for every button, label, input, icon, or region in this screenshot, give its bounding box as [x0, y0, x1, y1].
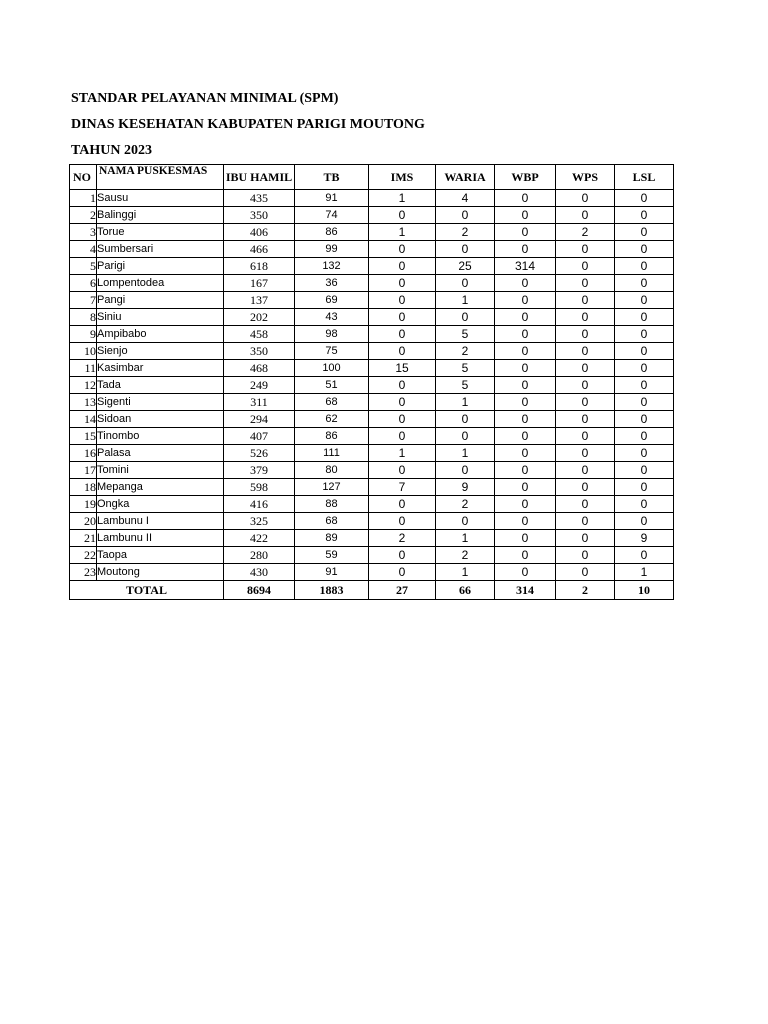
row-wps: 0	[556, 479, 615, 496]
row-no: 9	[70, 326, 97, 343]
row-wps: 0	[556, 445, 615, 462]
row-wbp: 0	[495, 360, 556, 377]
row-lsl: 9	[615, 530, 674, 547]
row-tb: 91	[295, 564, 369, 581]
row-waria: 0	[436, 462, 495, 479]
row-tb: 43	[295, 309, 369, 326]
row-ims: 0	[369, 275, 436, 292]
row-wps: 0	[556, 428, 615, 445]
row-wbp: 0	[495, 428, 556, 445]
total-lsl: 10	[615, 581, 674, 600]
row-nama-puskesmas: Torue	[97, 224, 224, 241]
table-row	[70, 377, 674, 394]
row-waria: 0	[436, 241, 495, 258]
table-row	[70, 224, 674, 241]
row-ibu-hamil: 430	[224, 564, 295, 581]
row-ims: 0	[369, 343, 436, 360]
row-wps: 0	[556, 207, 615, 224]
table-row	[70, 479, 674, 496]
row-nama-puskesmas: Siniu	[97, 309, 224, 326]
row-waria: 2	[436, 496, 495, 513]
row-nama-puskesmas: Balinggi	[97, 207, 224, 224]
total-row	[70, 581, 674, 600]
row-nama-puskesmas: Lompentodea	[97, 275, 224, 292]
row-no: 1	[70, 190, 97, 207]
row-tb: 68	[295, 394, 369, 411]
header-tb: TB	[295, 165, 369, 190]
row-wbp: 0	[495, 326, 556, 343]
row-waria: 0	[436, 513, 495, 530]
row-wps: 0	[556, 190, 615, 207]
row-ibu-hamil: 458	[224, 326, 295, 343]
row-wps: 0	[556, 309, 615, 326]
row-lsl: 0	[615, 360, 674, 377]
row-wbp: 314	[495, 258, 556, 275]
row-no: 2	[70, 207, 97, 224]
row-waria: 0	[436, 309, 495, 326]
header-ims: IMS	[369, 165, 436, 190]
row-wps: 0	[556, 564, 615, 581]
table-row	[70, 190, 674, 207]
row-waria: 1	[436, 564, 495, 581]
row-no: 8	[70, 309, 97, 326]
row-waria: 5	[436, 360, 495, 377]
title-line-1: STANDAR PELAYANAN MINIMAL (SPM)	[71, 91, 339, 106]
row-wbp: 0	[495, 241, 556, 258]
total-ibu-hamil: 8694	[224, 581, 295, 600]
row-ibu-hamil: 137	[224, 292, 295, 309]
row-waria: 2	[436, 547, 495, 564]
row-wps: 0	[556, 411, 615, 428]
table-row	[70, 496, 674, 513]
row-nama-puskesmas: Sidoan	[97, 411, 224, 428]
row-no: 14	[70, 411, 97, 428]
header-wps: WPS	[556, 165, 615, 190]
row-wbp: 0	[495, 292, 556, 309]
row-wbp: 0	[495, 462, 556, 479]
row-tb: 75	[295, 343, 369, 360]
row-wps: 0	[556, 241, 615, 258]
row-wbp: 0	[495, 377, 556, 394]
row-lsl: 0	[615, 275, 674, 292]
row-ims: 0	[369, 207, 436, 224]
row-waria: 5	[436, 326, 495, 343]
row-ibu-hamil: 406	[224, 224, 295, 241]
row-nama-puskesmas: Pangi	[97, 292, 224, 309]
row-lsl: 0	[615, 241, 674, 258]
row-no: 6	[70, 275, 97, 292]
row-no: 11	[70, 360, 97, 377]
row-waria: 0	[436, 207, 495, 224]
row-ims: 0	[369, 292, 436, 309]
row-lsl: 0	[615, 292, 674, 309]
row-tb: 59	[295, 547, 369, 564]
total-tb: 1883	[295, 581, 369, 600]
row-lsl: 0	[615, 377, 674, 394]
row-ims: 0	[369, 258, 436, 275]
table-row	[70, 445, 674, 462]
row-ibu-hamil: 598	[224, 479, 295, 496]
table-row	[70, 394, 674, 411]
table-header-row	[70, 165, 674, 190]
row-wbp: 0	[495, 513, 556, 530]
row-waria: 4	[436, 190, 495, 207]
row-no: 3	[70, 224, 97, 241]
row-wbp: 0	[495, 411, 556, 428]
row-wps: 0	[556, 496, 615, 513]
row-wbp: 0	[495, 343, 556, 360]
row-ims: 0	[369, 394, 436, 411]
row-tb: 62	[295, 411, 369, 428]
row-ims: 1	[369, 190, 436, 207]
row-wps: 0	[556, 292, 615, 309]
row-tb: 91	[295, 190, 369, 207]
row-ims: 0	[369, 411, 436, 428]
row-tb: 132	[295, 258, 369, 275]
row-wbp: 0	[495, 207, 556, 224]
row-lsl: 0	[615, 547, 674, 564]
row-ims: 0	[369, 513, 436, 530]
row-ibu-hamil: 350	[224, 343, 295, 360]
row-no: 10	[70, 343, 97, 360]
row-ibu-hamil: 294	[224, 411, 295, 428]
table-row	[70, 547, 674, 564]
table-row	[70, 292, 674, 309]
title-line-3: TAHUN 2023	[71, 143, 153, 158]
row-ims: 0	[369, 547, 436, 564]
row-nama-puskesmas: Sumbersari	[97, 241, 224, 258]
row-wps: 0	[556, 275, 615, 292]
row-ibu-hamil: 311	[224, 394, 295, 411]
row-wps: 0	[556, 513, 615, 530]
row-lsl: 0	[615, 258, 674, 275]
row-ims: 0	[369, 428, 436, 445]
row-waria: 2	[436, 224, 495, 241]
row-wps: 0	[556, 394, 615, 411]
row-ims: 2	[369, 530, 436, 547]
header-lsl: LSL	[615, 165, 674, 190]
row-no: 17	[70, 462, 97, 479]
row-ims: 0	[369, 241, 436, 258]
row-lsl: 0	[615, 343, 674, 360]
row-lsl: 0	[615, 496, 674, 513]
row-wbp: 0	[495, 564, 556, 581]
row-nama-puskesmas: Tomini	[97, 462, 224, 479]
row-wps: 0	[556, 360, 615, 377]
row-waria: 25	[436, 258, 495, 275]
row-ibu-hamil: 202	[224, 309, 295, 326]
row-nama-puskesmas: Taopa	[97, 547, 224, 564]
table-row	[70, 258, 674, 275]
row-wbp: 0	[495, 224, 556, 241]
row-waria: 5	[436, 377, 495, 394]
table-row	[70, 428, 674, 445]
row-nama-puskesmas: Lambunu I	[97, 513, 224, 530]
row-lsl: 0	[615, 326, 674, 343]
row-ibu-hamil: 468	[224, 360, 295, 377]
row-lsl: 1	[615, 564, 674, 581]
table-row	[70, 326, 674, 343]
row-lsl: 0	[615, 309, 674, 326]
row-no: 5	[70, 258, 97, 275]
row-no: 15	[70, 428, 97, 445]
row-ims: 0	[369, 309, 436, 326]
row-tb: 127	[295, 479, 369, 496]
row-no: 4	[70, 241, 97, 258]
row-nama-puskesmas: Mepanga	[97, 479, 224, 496]
row-wps: 0	[556, 343, 615, 360]
table-row	[70, 360, 674, 377]
row-no: 19	[70, 496, 97, 513]
row-lsl: 0	[615, 479, 674, 496]
header-nama-puskesmas: NAMA PUSKESMAS	[97, 165, 224, 190]
row-nama-puskesmas: Parigi	[97, 258, 224, 275]
row-tb: 99	[295, 241, 369, 258]
table-row	[70, 241, 674, 258]
row-nama-puskesmas: Tada	[97, 377, 224, 394]
row-wbp: 0	[495, 275, 556, 292]
row-ibu-hamil: 325	[224, 513, 295, 530]
row-wps: 0	[556, 258, 615, 275]
row-nama-puskesmas: Sigenti	[97, 394, 224, 411]
row-nama-puskesmas: Ongka	[97, 496, 224, 513]
row-ims: 15	[369, 360, 436, 377]
row-ibu-hamil: 280	[224, 547, 295, 564]
header-waria: WARIA	[436, 165, 495, 190]
row-lsl: 0	[615, 190, 674, 207]
row-tb: 86	[295, 428, 369, 445]
row-wps: 2	[556, 224, 615, 241]
total-wbp: 314	[495, 581, 556, 600]
row-wbp: 0	[495, 309, 556, 326]
row-lsl: 0	[615, 513, 674, 530]
row-ims: 0	[369, 496, 436, 513]
row-wps: 0	[556, 530, 615, 547]
row-nama-puskesmas: Tinombo	[97, 428, 224, 445]
row-ibu-hamil: 167	[224, 275, 295, 292]
row-tb: 80	[295, 462, 369, 479]
row-no: 13	[70, 394, 97, 411]
row-ims: 1	[369, 445, 436, 462]
row-wbp: 0	[495, 530, 556, 547]
row-no: 23	[70, 564, 97, 581]
header-no: NO	[70, 165, 97, 190]
row-ims: 0	[369, 564, 436, 581]
row-waria: 2	[436, 343, 495, 360]
row-no: 18	[70, 479, 97, 496]
row-ims: 0	[369, 462, 436, 479]
row-nama-puskesmas: Sausu	[97, 190, 224, 207]
row-no: 16	[70, 445, 97, 462]
row-lsl: 0	[615, 207, 674, 224]
header-wbp: WBP	[495, 165, 556, 190]
row-ibu-hamil: 618	[224, 258, 295, 275]
row-tb: 89	[295, 530, 369, 547]
row-tb: 86	[295, 224, 369, 241]
table-row	[70, 530, 674, 547]
row-tb: 100	[295, 360, 369, 377]
row-ibu-hamil: 407	[224, 428, 295, 445]
row-wbp: 0	[495, 496, 556, 513]
row-ibu-hamil: 526	[224, 445, 295, 462]
row-wbp: 0	[495, 445, 556, 462]
row-no: 20	[70, 513, 97, 530]
total-wps: 2	[556, 581, 615, 600]
row-wps: 0	[556, 326, 615, 343]
table-row	[70, 207, 674, 224]
row-wbp: 0	[495, 190, 556, 207]
row-ibu-hamil: 249	[224, 377, 295, 394]
row-nama-puskesmas: Moutong	[97, 564, 224, 581]
row-lsl: 0	[615, 394, 674, 411]
row-ibu-hamil: 350	[224, 207, 295, 224]
document-title-block	[71, 92, 425, 170]
row-ibu-hamil: 422	[224, 530, 295, 547]
row-wbp: 0	[495, 394, 556, 411]
row-wbp: 0	[495, 547, 556, 564]
row-tb: 69	[295, 292, 369, 309]
row-wps: 0	[556, 547, 615, 564]
row-waria: 9	[436, 479, 495, 496]
row-nama-puskesmas: Ampibabo	[97, 326, 224, 343]
title-line-2: DINAS KESEHATAN KABUPATEN PARIGI MOUTONG	[71, 117, 425, 132]
table-row	[70, 564, 674, 581]
row-lsl: 0	[615, 411, 674, 428]
row-wbp: 0	[495, 479, 556, 496]
row-lsl: 0	[615, 428, 674, 445]
row-no: 12	[70, 377, 97, 394]
row-ims: 7	[369, 479, 436, 496]
table-row	[70, 343, 674, 360]
row-ims: 0	[369, 326, 436, 343]
row-waria: 1	[436, 292, 495, 309]
row-no: 22	[70, 547, 97, 564]
row-wps: 0	[556, 377, 615, 394]
total-waria: 66	[436, 581, 495, 600]
row-lsl: 0	[615, 462, 674, 479]
table-row	[70, 462, 674, 479]
header-ibu-hamil: IBU HAMIL	[224, 165, 295, 190]
total-ims: 27	[369, 581, 436, 600]
row-nama-puskesmas: Palasa	[97, 445, 224, 462]
row-waria: 1	[436, 445, 495, 462]
row-waria: 0	[436, 275, 495, 292]
total-label: TOTAL	[70, 581, 224, 600]
row-ibu-hamil: 379	[224, 462, 295, 479]
row-tb: 68	[295, 513, 369, 530]
row-nama-puskesmas: Sienjo	[97, 343, 224, 360]
row-tb: 74	[295, 207, 369, 224]
row-wps: 0	[556, 462, 615, 479]
row-ibu-hamil: 466	[224, 241, 295, 258]
table-row	[70, 275, 674, 292]
row-no: 21	[70, 530, 97, 547]
row-waria: 0	[436, 411, 495, 428]
row-ims: 0	[369, 377, 436, 394]
table-row	[70, 411, 674, 428]
row-tb: 111	[295, 445, 369, 462]
row-waria: 1	[436, 530, 495, 547]
row-lsl: 0	[615, 445, 674, 462]
row-tb: 88	[295, 496, 369, 513]
row-tb: 98	[295, 326, 369, 343]
row-nama-puskesmas: Lambunu II	[97, 530, 224, 547]
table-body	[70, 190, 674, 581]
row-waria: 0	[436, 428, 495, 445]
row-nama-puskesmas: Kasimbar	[97, 360, 224, 377]
row-lsl: 0	[615, 224, 674, 241]
table-row	[70, 309, 674, 326]
table-row	[70, 513, 674, 530]
row-waria: 1	[436, 394, 495, 411]
row-no: 7	[70, 292, 97, 309]
row-ibu-hamil: 435	[224, 190, 295, 207]
row-ibu-hamil: 416	[224, 496, 295, 513]
row-ims: 1	[369, 224, 436, 241]
row-tb: 51	[295, 377, 369, 394]
row-tb: 36	[295, 275, 369, 292]
spm-table	[69, 164, 674, 600]
